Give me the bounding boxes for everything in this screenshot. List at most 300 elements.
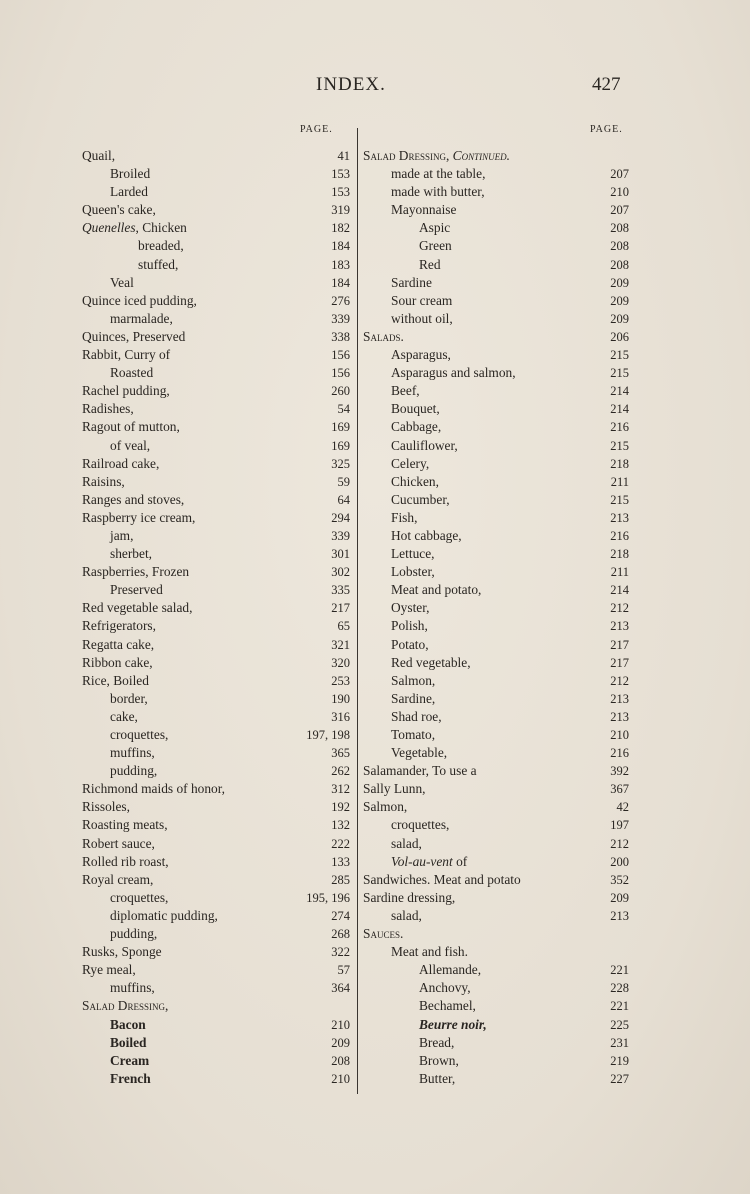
- entry-page-number: 260: [331, 384, 350, 399]
- entry-label: Raspberries, Frozen: [82, 564, 190, 580]
- entry-page-number: 208: [610, 257, 629, 272]
- entry-page-number: 213: [610, 619, 629, 634]
- right-index-entry: [363, 581, 629, 599]
- entry-label: Cabbage,: [391, 419, 442, 435]
- entry-page-number: 59: [337, 474, 350, 489]
- left-index-entry: [82, 418, 350, 436]
- entry-label: Bechamel,: [419, 998, 476, 1014]
- left-index-entry: [82, 816, 350, 834]
- left-index-entry: [82, 708, 350, 726]
- entry-label: croquettes,: [110, 727, 169, 742]
- entry-label: made with butter,: [391, 184, 485, 200]
- entry-label: Cucumber,: [391, 491, 450, 507]
- right-index-entry: [363, 328, 629, 346]
- right-index-entry: [363, 219, 629, 237]
- entry-page-number: 217: [610, 655, 629, 670]
- left-index-entry: [82, 382, 350, 400]
- right-index-entry: [363, 364, 629, 382]
- left-index-entry: [82, 455, 350, 473]
- entry-page-number: 153: [331, 167, 350, 182]
- right-index-entry: [363, 1052, 629, 1070]
- entry-label: Red: [419, 256, 441, 272]
- entry-page-number: 210: [610, 185, 629, 200]
- entry-page-number: 192: [331, 800, 350, 815]
- entry-page-number: 216: [610, 420, 629, 435]
- entry-label: Celery,: [391, 455, 430, 471]
- entry-label: salad,: [391, 907, 422, 923]
- entry-page-number: 322: [331, 945, 350, 960]
- entry-page-number: 231: [610, 1035, 629, 1050]
- entry-label: muffins,: [110, 980, 155, 996]
- left-index-entry: [82, 183, 350, 201]
- entry-label: Quenelles, Chicken: [82, 220, 187, 236]
- entry-label: Ranges and stoves,: [82, 491, 185, 507]
- entry-label: Salmon,: [363, 799, 408, 815]
- entry-label: Rusks, Sponge: [82, 944, 162, 960]
- entry-label: Larded: [110, 184, 148, 200]
- left-index-entry: [82, 256, 350, 274]
- right-index-entry: [363, 237, 629, 255]
- entry-label: Lettuce,: [391, 546, 435, 562]
- entry-page-number: 208: [610, 221, 629, 236]
- entry-page-number: 184: [331, 275, 350, 290]
- entry-page-number: 214: [610, 583, 629, 598]
- left-index-entry: [82, 491, 350, 509]
- entry-label: Quail,: [82, 148, 116, 163]
- entry-label: Veal: [110, 274, 134, 290]
- right-index-entry: [363, 509, 629, 527]
- entry-label: Bouquet,: [391, 401, 440, 417]
- left-index-entry: [82, 979, 350, 997]
- entry-page-number: 325: [331, 456, 350, 471]
- entry-label: Rachel pudding,: [82, 383, 170, 399]
- right-index-entry: [363, 418, 629, 436]
- left-index-entry: [82, 437, 350, 455]
- right-index-entry: [363, 437, 629, 455]
- left-index-entry: [82, 292, 350, 310]
- right-index-entry: [363, 816, 629, 834]
- entry-page-number: 209: [610, 890, 629, 905]
- entry-label: Roasted: [110, 365, 154, 381]
- entry-label: diplomatic pudding,: [110, 907, 218, 923]
- entry-page-number: 216: [610, 746, 629, 761]
- left-index-entry: [82, 617, 350, 635]
- right-index-entry: [363, 690, 629, 708]
- entry-label: Quince iced pudding,: [82, 292, 197, 308]
- entry-label: of veal,: [110, 437, 151, 453]
- entry-label: pudding,: [110, 926, 158, 942]
- column-divider: [357, 128, 358, 1094]
- left-index-entry: [82, 961, 350, 979]
- right-index-entry: [363, 943, 629, 961]
- entry-label: stuffed,: [138, 256, 179, 272]
- entry-label: Green: [419, 238, 452, 254]
- right-index-entry: [363, 165, 629, 183]
- entry-page-number: 215: [610, 348, 629, 363]
- entry-page-number: 213: [610, 691, 629, 706]
- entry-label: Sour cream: [391, 292, 453, 308]
- entry-page-number: 364: [331, 981, 350, 996]
- right-index-entry: [363, 744, 629, 762]
- entry-label: French: [110, 1070, 151, 1086]
- entry-label: Richmond maids of honor,: [82, 781, 226, 797]
- entry-label: Lobster,: [391, 564, 435, 580]
- left-index-entry: [82, 328, 350, 346]
- left-index-entry: [82, 165, 350, 183]
- left-index-entry: [82, 201, 350, 219]
- left-index-entry: [82, 835, 350, 853]
- entry-label: salad,: [391, 835, 422, 851]
- right-index-entry: [363, 473, 629, 491]
- entry-label: Bread,: [419, 1034, 455, 1050]
- left-index-entry: [82, 690, 350, 708]
- entry-page-number: 392: [610, 764, 629, 779]
- entry-label: cake,: [110, 708, 138, 724]
- right-index-entry: [363, 274, 629, 292]
- entry-label: Preserved: [110, 582, 163, 598]
- entry-label: croquettes,: [110, 889, 169, 905]
- entry-label: Quinces, Preserved: [82, 328, 186, 344]
- entry-page-number: 214: [610, 384, 629, 399]
- left-index-entry: [82, 400, 350, 418]
- entry-label: Ribbon cake,: [82, 654, 153, 670]
- right-index-entry: [363, 1034, 629, 1052]
- entry-page-number: 338: [331, 329, 350, 344]
- entry-page-number: 365: [331, 746, 350, 761]
- left-index-entry: [82, 871, 350, 889]
- entry-label: muffins,: [110, 745, 155, 761]
- entry-label: Cauliflower,: [391, 437, 458, 453]
- entry-page-number: 218: [610, 456, 629, 471]
- entry-label: Sardine dressing,: [363, 889, 456, 905]
- entry-page-number: 253: [331, 673, 350, 688]
- entry-label: Boiled: [110, 1034, 147, 1050]
- entry-page-number: 200: [610, 854, 629, 869]
- right-index-entry: [363, 835, 629, 853]
- entry-label: Raisins,: [82, 473, 125, 489]
- left-index-entry: [82, 762, 350, 780]
- entry-page-number: 133: [331, 854, 350, 869]
- entry-label: Rolled rib roast,: [82, 853, 169, 869]
- entry-page-number: 182: [331, 221, 350, 236]
- left-index-entry: [82, 599, 350, 617]
- entry-page-number: 213: [610, 510, 629, 525]
- entry-page-number: 156: [331, 366, 350, 381]
- entry-label: Sardine: [391, 274, 432, 290]
- left-index-entry: [82, 219, 350, 237]
- entry-label: Red vegetable salad,: [82, 600, 193, 616]
- left-index-entry: [82, 1052, 350, 1070]
- entry-label: Vol-au-vent of: [391, 853, 468, 869]
- entry-page-number: 316: [331, 709, 350, 724]
- right-index-entry: [363, 780, 629, 798]
- right-index-entry: [363, 346, 629, 364]
- entry-label: Vegetable,: [391, 745, 448, 761]
- entry-label: Potato,: [391, 636, 429, 652]
- left-index-entry: [82, 237, 350, 255]
- entry-page-number: 215: [610, 366, 629, 381]
- left-index-entry: [82, 798, 350, 816]
- entry-page-number: 319: [331, 203, 350, 218]
- right-index-entry: [363, 491, 629, 509]
- right-index-entry: [363, 961, 629, 979]
- entry-label: Salad Dressing, Continued.: [363, 148, 510, 163]
- right-index-entry: [363, 183, 629, 201]
- entry-label: Allemande,: [419, 962, 482, 978]
- entry-page-number: 215: [610, 438, 629, 453]
- entry-label: Broiled: [110, 166, 151, 182]
- entry-page-number: 312: [331, 782, 350, 797]
- right-index-entry: [363, 256, 629, 274]
- entry-page-number: 212: [610, 836, 629, 851]
- right-index-entry: [363, 563, 629, 581]
- entry-label: Red vegetable,: [391, 654, 471, 670]
- entry-label: Cream: [110, 1052, 150, 1068]
- entry-label: Refrigerators,: [82, 618, 156, 634]
- entry-label: made at the table,: [391, 166, 486, 182]
- entry-page-number: 211: [610, 474, 629, 489]
- left-index-entry: [82, 889, 350, 907]
- entry-label: Queen's cake,: [82, 202, 156, 218]
- entry-label: Asparagus and salmon,: [391, 365, 516, 381]
- entry-page-number: 335: [331, 583, 350, 598]
- entry-page-number: 156: [331, 348, 350, 363]
- entry-page-number: 225: [610, 1017, 629, 1032]
- entry-label: Bacon: [110, 1016, 146, 1032]
- left-index-entry: [82, 907, 350, 925]
- entry-page-number: 212: [610, 673, 629, 688]
- left-index-entry: [82, 473, 350, 491]
- entry-label: Salamander, To use a: [363, 763, 477, 779]
- entry-page-number: 42: [616, 800, 629, 815]
- right-index-entry: [363, 1016, 629, 1034]
- entry-page-number: 262: [331, 764, 350, 779]
- left-index-entry: [82, 1016, 350, 1034]
- entry-label: Rissoles,: [82, 799, 130, 815]
- entry-page-number: 41: [337, 149, 350, 163]
- entry-label: Mayonnaise: [391, 202, 457, 218]
- entry-label: sherbet,: [110, 546, 153, 562]
- entry-page-number: 132: [331, 818, 350, 833]
- entry-page-number: 183: [331, 257, 350, 272]
- entry-label: Tomato,: [391, 727, 436, 742]
- entry-label: Sally Lunn,: [363, 781, 426, 797]
- entry-page-number: 57: [337, 963, 350, 978]
- entry-page-number: 321: [331, 637, 350, 652]
- entry-page-number: 213: [610, 709, 629, 724]
- entry-label: Salads.: [363, 328, 404, 344]
- entry-label: Beurre noir,: [419, 1016, 487, 1032]
- entry-page-number: 207: [610, 203, 629, 218]
- entry-page-number: 217: [610, 637, 629, 652]
- entry-page-number: 216: [610, 528, 629, 543]
- entry-page-number: 209: [331, 1035, 350, 1050]
- entry-page-number: 210: [331, 1017, 350, 1032]
- entry-page-number: 213: [610, 908, 629, 923]
- left-index-entry: [82, 672, 350, 690]
- entry-page-number: 208: [331, 1053, 350, 1068]
- entry-page-number: 184: [331, 239, 350, 254]
- right-index-entry: [363, 455, 629, 473]
- left-index-entry: [82, 545, 350, 563]
- entry-page-number: 214: [610, 402, 629, 417]
- right-index-entry: [363, 382, 629, 400]
- entry-label: Polish,: [391, 618, 428, 634]
- entry-page-number: 218: [610, 547, 629, 562]
- left-index-entry: [82, 1034, 350, 1052]
- right-page-column-heading: PAGE.: [590, 124, 623, 135]
- entry-page-number: 285: [331, 872, 350, 887]
- entry-page-number: 211: [610, 565, 629, 580]
- entry-page-number: 268: [331, 927, 350, 942]
- entry-page-number: 215: [610, 492, 629, 507]
- entry-page-number: 367: [610, 782, 629, 797]
- right-index-entry: [363, 617, 629, 635]
- entry-label: pudding,: [110, 763, 158, 779]
- entry-label: jam,: [110, 527, 134, 543]
- entry-page-number: 210: [610, 728, 629, 742]
- left-index-entry: [82, 1070, 350, 1088]
- entry-label: Hot cabbage,: [391, 527, 462, 543]
- entry-page-number: 221: [610, 963, 629, 978]
- right-index-entry: [363, 726, 629, 744]
- entry-page-number: 352: [610, 872, 629, 887]
- entry-label: croquettes,: [391, 817, 450, 833]
- entry-page-number: 169: [331, 438, 350, 453]
- entry-page-number: 219: [610, 1053, 629, 1068]
- entry-label: Chicken,: [391, 473, 439, 489]
- left-index-entry: [82, 943, 350, 961]
- entry-label: marmalade,: [110, 310, 173, 326]
- right-index-entry: [363, 889, 629, 907]
- right-index-entry: [363, 545, 629, 563]
- entry-page-number: 209: [610, 293, 629, 308]
- entry-label: Meat and potato,: [391, 582, 482, 598]
- right-index-entry: [363, 636, 629, 654]
- entry-label: Beef,: [391, 383, 420, 399]
- entry-label: Meat and fish.: [391, 944, 468, 960]
- entry-label: Aspic: [419, 220, 451, 236]
- entry-label: Regatta cake,: [82, 636, 155, 652]
- entry-label: Anchovy,: [419, 980, 471, 996]
- entry-label: Salmon,: [391, 672, 436, 688]
- right-index-entry: [363, 147, 629, 165]
- entry-label: Railroad cake,: [82, 455, 160, 471]
- entry-page-number: 197: [610, 818, 629, 833]
- entry-label: without oil,: [391, 310, 453, 326]
- left-index-entry: [82, 744, 350, 762]
- entry-label: Rabbit, Curry of: [82, 347, 171, 363]
- entry-page-number: 209: [610, 311, 629, 326]
- page-number: 427: [592, 74, 621, 95]
- entry-page-number: 301: [331, 547, 350, 562]
- left-index-entry: [82, 147, 350, 165]
- left-page-column-heading: PAGE.: [300, 124, 333, 135]
- right-index-entry: [363, 871, 629, 889]
- left-index-column: [82, 147, 350, 1088]
- left-index-entry: [82, 527, 350, 545]
- entry-label: Asparagus,: [391, 347, 451, 363]
- right-index-column: [363, 147, 629, 1088]
- entry-page-number: 195, 196: [306, 890, 350, 905]
- entry-label: Sauces.: [363, 926, 404, 942]
- left-index-entry: [82, 364, 350, 382]
- entry-page-number: 222: [331, 836, 350, 851]
- entry-page-number: 169: [331, 420, 350, 435]
- left-index-entry: [82, 780, 350, 798]
- entry-page-number: 339: [331, 311, 350, 326]
- entry-page-number: 190: [331, 691, 350, 706]
- entry-label: Brown,: [419, 1052, 459, 1068]
- entry-label: Sardine,: [391, 690, 436, 706]
- entry-page-number: 65: [337, 619, 350, 634]
- right-index-entry: [363, 654, 629, 672]
- right-index-entry: [363, 1070, 629, 1088]
- left-index-entry: [82, 346, 350, 364]
- left-index-entry: [82, 654, 350, 672]
- entry-page-number: 276: [331, 293, 350, 308]
- left-index-entry: [82, 563, 350, 581]
- entry-label: Raspberry ice cream,: [82, 509, 196, 525]
- entry-label: breaded,: [138, 238, 184, 254]
- page-header: [0, 74, 750, 100]
- entry-page-number: 207: [610, 167, 629, 182]
- entry-label: Radishes,: [82, 401, 134, 417]
- entry-label: Oyster,: [391, 600, 430, 616]
- left-index-entry: [82, 853, 350, 871]
- entry-page-number: 208: [610, 239, 629, 254]
- right-index-entry: [363, 997, 629, 1015]
- entry-label: Robert sauce,: [82, 835, 155, 851]
- entry-page-number: 320: [331, 655, 350, 670]
- left-index-entry: [82, 509, 350, 527]
- entry-page-number: 294: [331, 510, 350, 525]
- entry-page-number: 228: [610, 981, 629, 996]
- right-index-entry: [363, 527, 629, 545]
- left-index-entry: [82, 274, 350, 292]
- entry-label: Butter,: [419, 1070, 456, 1086]
- entry-label: Royal cream,: [82, 871, 154, 887]
- entry-label: Salad Dressing,: [82, 998, 169, 1014]
- left-index-entry: [82, 925, 350, 943]
- right-index-entry: [363, 201, 629, 219]
- right-index-entry: [363, 798, 629, 816]
- entry-page-number: 302: [331, 565, 350, 580]
- left-index-entry: [82, 636, 350, 654]
- entry-label: Sandwiches. Meat and potato: [363, 871, 521, 887]
- left-index-entry: [82, 997, 350, 1015]
- right-index-entry: [363, 310, 629, 328]
- right-index-entry: [363, 925, 629, 943]
- entry-page-number: 339: [331, 528, 350, 543]
- entry-page-number: 206: [610, 329, 629, 344]
- index-title: INDEX.: [316, 74, 386, 95]
- entry-page-number: 153: [331, 185, 350, 200]
- right-index-entry: [363, 292, 629, 310]
- entry-page-number: 209: [610, 275, 629, 290]
- entry-page-number: 274: [331, 908, 350, 923]
- left-index-entry: [82, 310, 350, 328]
- right-index-entry: [363, 672, 629, 690]
- left-index-entry: [82, 581, 350, 599]
- entry-page-number: 64: [337, 492, 350, 507]
- entry-page-number: 210: [331, 1071, 350, 1086]
- right-index-entry: [363, 708, 629, 726]
- entry-page-number: 227: [610, 1071, 629, 1086]
- entry-label: Ragout of mutton,: [82, 419, 180, 435]
- right-index-entry: [363, 599, 629, 617]
- entry-page-number: 54: [337, 402, 350, 417]
